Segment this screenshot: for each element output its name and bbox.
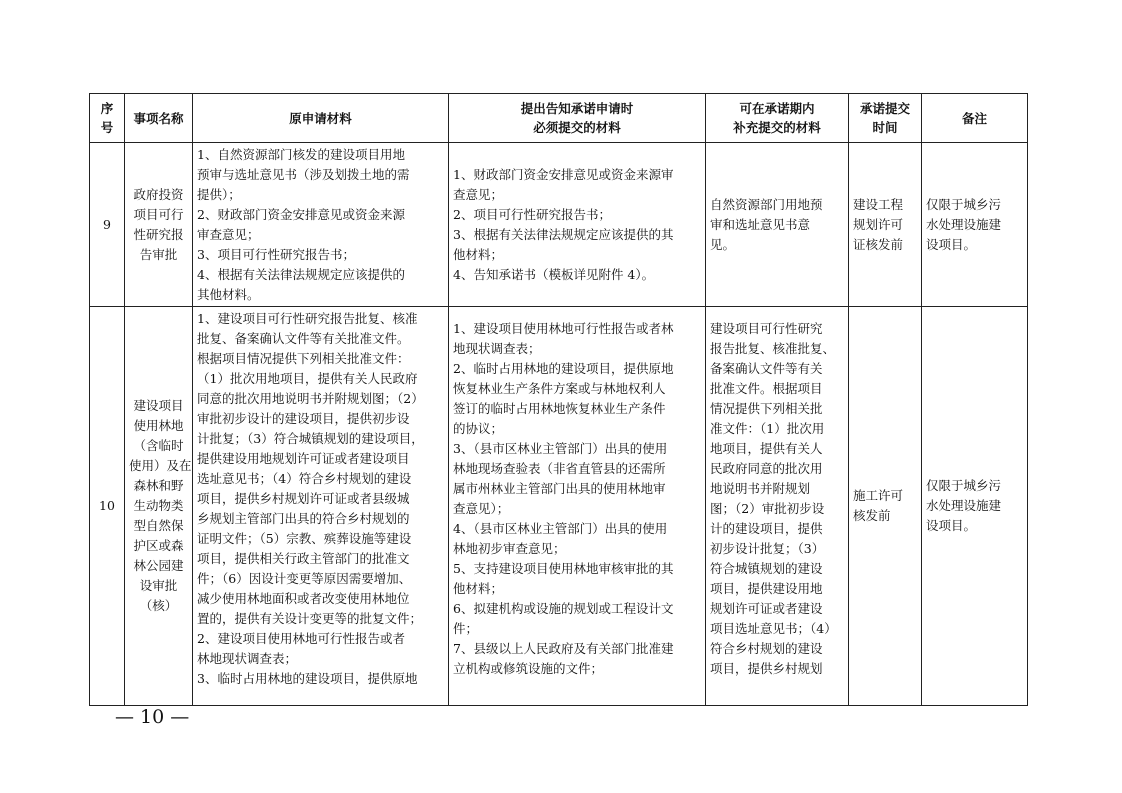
required-materials: 1、财政部门资金安排意见或资金来源审 查意见； 2、项目可行性研究报告书； 3、根据有关法律法规规定应该提供的其 他材料； 4、告知承诺书（模板详见附件 4）。 xyxy=(449,143,706,307)
page-number: — 10 — xyxy=(115,706,190,728)
row-number: 10 xyxy=(90,307,125,706)
row-number: 9 xyxy=(90,143,125,307)
item-name: 政府投资 项目可行 性研究报 告审批 xyxy=(125,143,193,307)
table-row xyxy=(90,307,1028,706)
header-item-name: 事项名称 xyxy=(125,94,193,143)
header-no: 序 号 xyxy=(90,94,125,143)
note: 仅限于城乡污 水处理设施建 设项目。 xyxy=(922,307,1028,706)
table-header-row xyxy=(90,94,1028,143)
header-supplement-materials: 可在承诺期内 补充提交的材料 xyxy=(706,94,849,143)
table-row xyxy=(90,143,1028,307)
header-original-materials: 原申请材料 xyxy=(193,94,449,143)
header-commit-time: 承诺提交 时间 xyxy=(849,94,922,143)
header-note: 备注 xyxy=(922,94,1028,143)
supplement-materials: 建设项目可行性研究 报告批复、核准批复、 备案确认文件等有关 批准文件。根据项目 情况提供下列相关批 准文件：（1）批次用 地项目，提供有关人 民政府同意的批次用 地说明书并附规划 图；（2）审批初步设 计的建设项目，提供 初步设计批复；（3） 符合城镇规划的建设 项目，提供建设用地 规划许可证或者建设 项目选址意见书；（4） 符合乡村规划的建设 项目，提供乡村规划 xyxy=(706,307,849,706)
commit-time: 建设工程 规划许可 证核发前 xyxy=(849,143,922,307)
supplement-materials: 自然资源部门用地预 审和选址意见书意 见。 xyxy=(706,143,849,307)
original-materials: 1、建设项目可行性研究报告批复、核准 批复、备案确认文件等有关批准文件。 根据项目情况提供下列相关批准文件： （1）批次用地项目，提供有关人民政府 同意的批次用地说明书并附规划图；（2） 审批初步设计的建设项目，提供初步设 计批复；（3）符合城镇规划的建设项目， 提供建设用地规划许可证或者建设项目 选址意见书；（4）符合乡村规划的建设 项目，提供乡村规划许可证或者县级城 乡规划主管部门出具的符合乡村规划的 证明文件；（5）宗教、殡葬设施等建设 项目，提供相关行政主管部门的批准文 件；（6）因设计变更等原因需要增加、 减少使用林地面积或者改变使用林地位 置的，提供有关设计变更等的批复文件； 2、建设项目使用林地可行性报告或者 林地现状调查表； 3、临时占用林地的建设项目，提供原地 xyxy=(193,307,449,706)
required-materials: 1、建设项目使用林地可行性报告或者林 地现状调查表； 2、临时占用林地的建设项目，提供原地 恢复林业生产条件方案或与林地权利人 签订的临时占用林地恢复林业生产条件 的协议； 3、（县市区林业主管部门）出具的使用 林地现场查验表（非省直管县的还需所 属市州林业主管部门出具的使用林地审 查意见）； 4、（县市区林业主管部门）出具的使用 林地初步审查意见； 5、支持建设项目使用林地审核审批的其 他材料； 6、拟建机构或设施的规划或工程设计文 件； 7、县级以上人民政府及有关部门批准建 立机构或修筑设施的文件； xyxy=(449,307,706,706)
original-materials: 1、自然资源部门核发的建设项目用地 预审与选址意见书（涉及划拨土地的需 提供）； 2、财政部门资金安排意见或资金来源 审查意见； 3、项目可行性研究报告书； 4、根据有关法律法规规定应该提供的 其他材料。 xyxy=(193,143,449,307)
approval-materials-table xyxy=(89,93,1028,706)
header-required-materials: 提出告知承诺申请时 必须提交的材料 xyxy=(449,94,706,143)
item-name: 建设项目 使用林地 （含临时 使用）及在 森林和野 生动物类 型自然保 护区或森 林公园建 设审批 （核） xyxy=(125,307,193,706)
note: 仅限于城乡污 水处理设施建 设项目。 xyxy=(922,143,1028,307)
commit-time: 施工许可 核发前 xyxy=(849,307,922,706)
